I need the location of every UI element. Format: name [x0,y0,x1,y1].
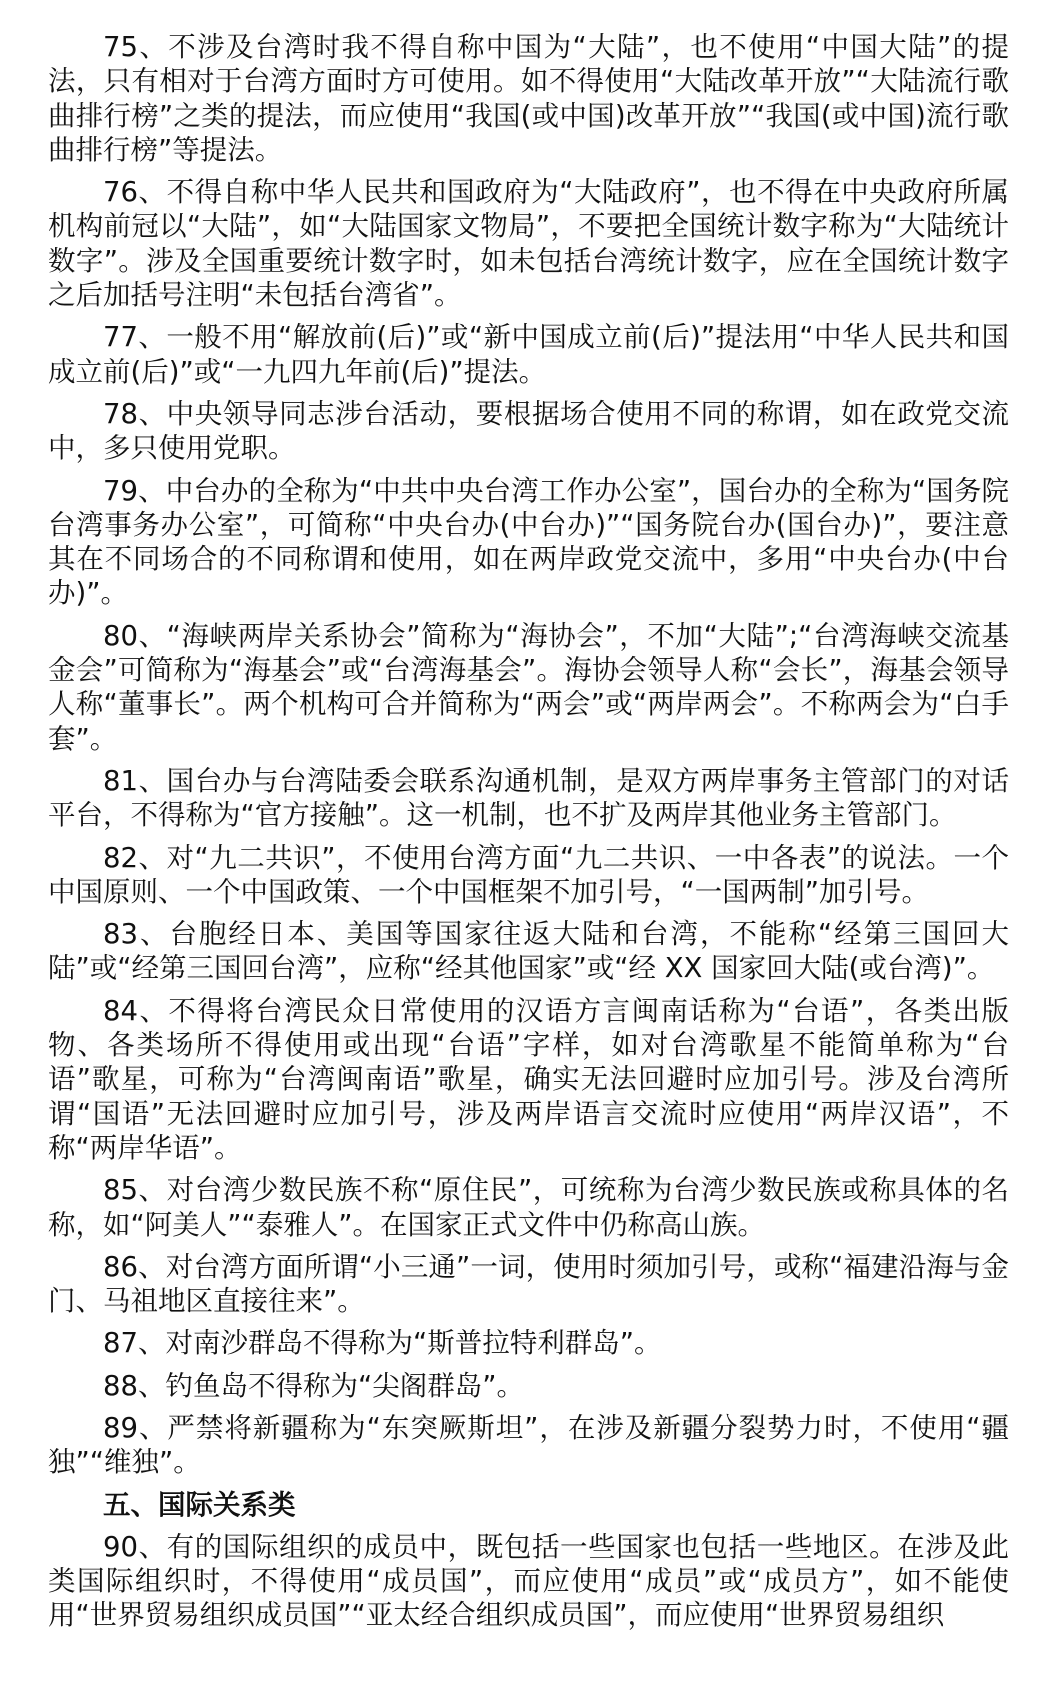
paragraph-80: 80、“海峡两岸关系协会”简称为“海协会”，不加“大陆”;“台湾海峡交流基金会”可简称为“海基会”或“台湾海基会”。海协会领导人称“会长”，海基会领导人称“董事长”。两个机构可合并简称为“两会”或“两岸两会”。不称两会为“白手套”。 [48,619,1009,755]
paragraph-83: 83、台胞经日本、美国等国家往返大陆和台湾，不能称“经第三国回大陆”或“经第三国回台湾”，应称“经其他国家”或“经 XX 国家回大陆(或台湾)”。 [48,918,1009,985]
paragraph-79: 79、中台办的全称为“中共中央台湾工作办公室”，国台办的全称为“国务院台湾事务办公室”，可简称“中央台办(中台办)”“国务院台办(国台办)”，要注意其在不同场合的不同称谓和使用，如在两岸政党交流中，多用“中央台办(中台办)”。 [48,474,1009,610]
paragraph-86: 86、对台湾方面所谓“小三通”一词，使用时须加引号，或称“福建沿海与金门、马祖地区直接往来”。 [48,1250,1009,1318]
paragraph-81: 81、国台办与台湾陆委会联系沟通机制，是双方两岸事务主管部门的对话平台，不得称为“官方接触”。这一机制，也不扩及两岸其他业务主管部门。 [48,764,1009,832]
paragraph-78: 78、中央领导同志涉台活动，要根据场合使用不同的称谓，如在政党交流中，多只使用党职。 [48,397,1009,465]
paragraph-85: 85、对台湾少数民族不称“原住民”，可统称为台湾少数民族或称具体的名称，如“阿美人”“泰雅人”。在国家正式文件中仍称高山族。 [48,1174,1009,1241]
paragraph-82: 82、对“九二共识”，不使用台湾方面“九二共识、一中各表”的说法。一个中国原则、一个中国政策、一个中国框架不加引号，“一国两制”加引号。 [48,841,1009,908]
paragraph-84: 84、不得将台湾民众日常使用的汉语方言闽南话称为“台语”，各类出版物、各类场所不得使用或出现“台语”字样，如对台湾歌星不能简单称为“台语”歌星，可称为“台湾闽南语”歌星，确实无法回避时应加引号。涉及台湾所谓“国语”无法回避时应加引号，涉及两岸语言交流时应使用“两岸汉语”，不称“两岸华语”。 [48,994,1009,1164]
section-heading: 五、国际关系类 [103,1488,296,1521]
paragraph-87: 87、对南沙群岛不得称为“斯普拉特利群岛”。 [103,1327,662,1360]
paragraph-88: 88、钓鱼岛不得称为“尖阁群岛”。 [103,1369,524,1402]
paragraph-75: 75、不涉及台湾时我不得自称中国为“大陆”，也不使用“中国大陆”的提法，只有相对于台湾方面时方可使用。如不得使用“大陆改革开放”“大陆流行歌曲排行榜”之类的提法，而应使用“我国(或中国)改革开放”“我国(或中国)流行歌曲排行榜”等提法。 [48,31,1009,166]
paragraph-90: 90、有的国际组织的成员中，既包括一些国家也包括一些地区。在涉及此类国际组织时，不得使用“成员国”，而应使用“成员”或“成员方”，如不能使用“世界贸易组织成员国”“亚太经合组织成员国”，而应使用“世界贸易组织 [48,1530,1009,1632]
paragraph-89: 89、严禁将新疆称为“东突厥斯坦”，在涉及新疆分裂势力时，不使用“疆独”“维独”。 [48,1411,1009,1479]
paragraph-77: 77、一般不用“解放前(后)”或“新中国成立前(后)”提法用“中华人民共和国成立前(后)”或“一九四九年前(后)”提法。 [48,321,1009,388]
paragraph-76: 76、不得自称中华人民共和国政府为“大陆政府”，也不得在中央政府所属机构前冠以“大陆”，如“大陆国家文物局”，不要把全国统计数字称为“大陆统计数字”。涉及全国重要统计数字时，如未包括台湾统计数字，应在全国统计数字之后加括号注明“未包括台湾省”。 [48,176,1009,312]
